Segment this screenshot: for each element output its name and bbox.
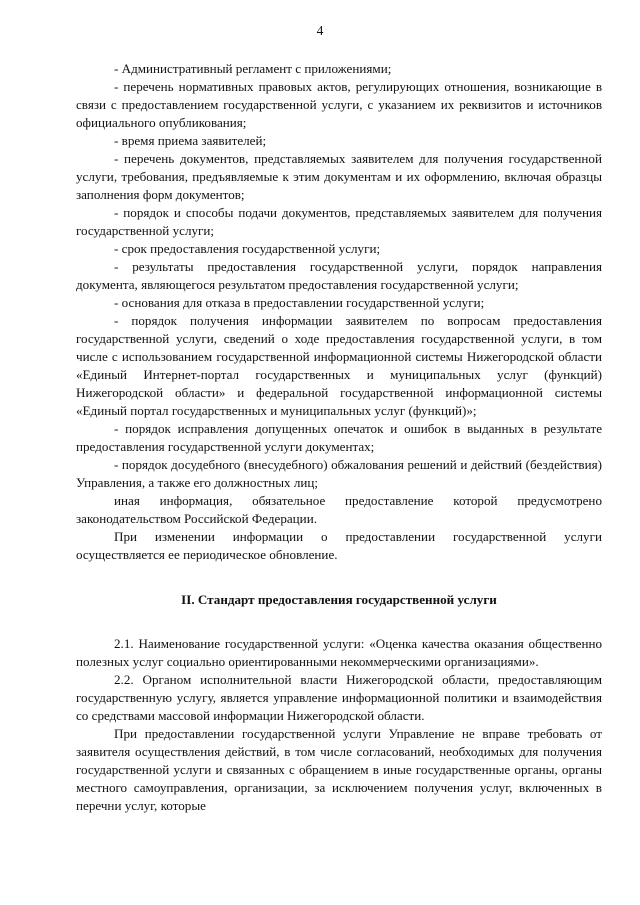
list-item-regulation: - Административный регламент с приложениями; [114, 61, 392, 76]
list-item-reception-time: - время приема заявителей; [114, 133, 267, 148]
section-heading: II. Стандарт предоставления государственной услуги [181, 592, 497, 607]
document-body [76, 60, 602, 815]
list-item-service-term: - срок предоставления государственной услуги; [114, 241, 381, 256]
list-item-refusal-grounds: - основания для отказа в предоставлении государственной услуги; [114, 295, 485, 310]
paragraph-update: При изменении информации о предоставлении государственной услуги осуществляется ее периодическое обновление. [76, 529, 602, 562]
list-item-documents: - перечень документов, представляемых заявителем для получения государственной услуги, требования, предъявляемые к этим документам и их оформлению, включая образцы заполнения форм документов; [76, 151, 602, 202]
page-number: 4 [316, 23, 324, 38]
list-item-submission-methods: - порядок и способы подачи документов, представляемых заявителем для получения государственной услуги; [76, 205, 602, 238]
list-item-error-correction: - порядок исправления допущенных опечаток и ошибок в выданных в результате предоставления государственной услуги документах; [76, 421, 602, 454]
paragraph-restrictions: При предоставлении государственной услуги Управление не вправе требовать от заявителя осуществления действий, в том числе согласований, необходимых для получения государственной услуги и связанных с обращением в иные государственные органы, органы местного самоуправления, организации, за исключением получения услуг, включенных в перечни услуг, которые [76, 726, 602, 813]
list-item-information-procedure: - порядок получения информации заявителем по вопросам предоставления государственной услуги, сведений о ходе предоставления государственной услуги, в том числе с использованием государственной информационной системы Нижегородской области «Единый Интернет-портал государственных и муниципальных услуг (функций) Нижегородской области» и федеральной государственной информационной системы «Единый портал государственных и муниципальных услуг (функций)»; [76, 313, 602, 418]
list-item-legal-acts: - перечень нормативных правовых актов, регулирующих отношения, возникающие в связи с предоставлением государственной услуги, с указанием их реквизитов и источников официального опубликования; [76, 79, 602, 130]
paragraph-2-1: 2.1. Наименование государственной услуги: «Оценка качества оказания общественно полезных услуг социально ориентированными некоммерческими организациями». [76, 636, 602, 669]
list-item-appeal-procedure: - порядок досудебного (внесудебного) обжалования решений и действий (бездействия) Управления, а также его должностных лиц; [76, 457, 602, 490]
paragraph-other-info: иная информация, обязательное предоставление которой предусмотрено законодательством Российской Федерации. [76, 493, 602, 526]
list-item-results: - результаты предоставления государственной услуги, порядок направления документа, являющегося результатом предоставления государственной услуги; [76, 259, 602, 292]
paragraph-2-2: 2.2. Органом исполнительной власти Нижегородской области, предоставляющим государственную услугу, является управление информационной политики и взаимодействия со средствами массовой информации Нижегородской области. [76, 672, 602, 723]
